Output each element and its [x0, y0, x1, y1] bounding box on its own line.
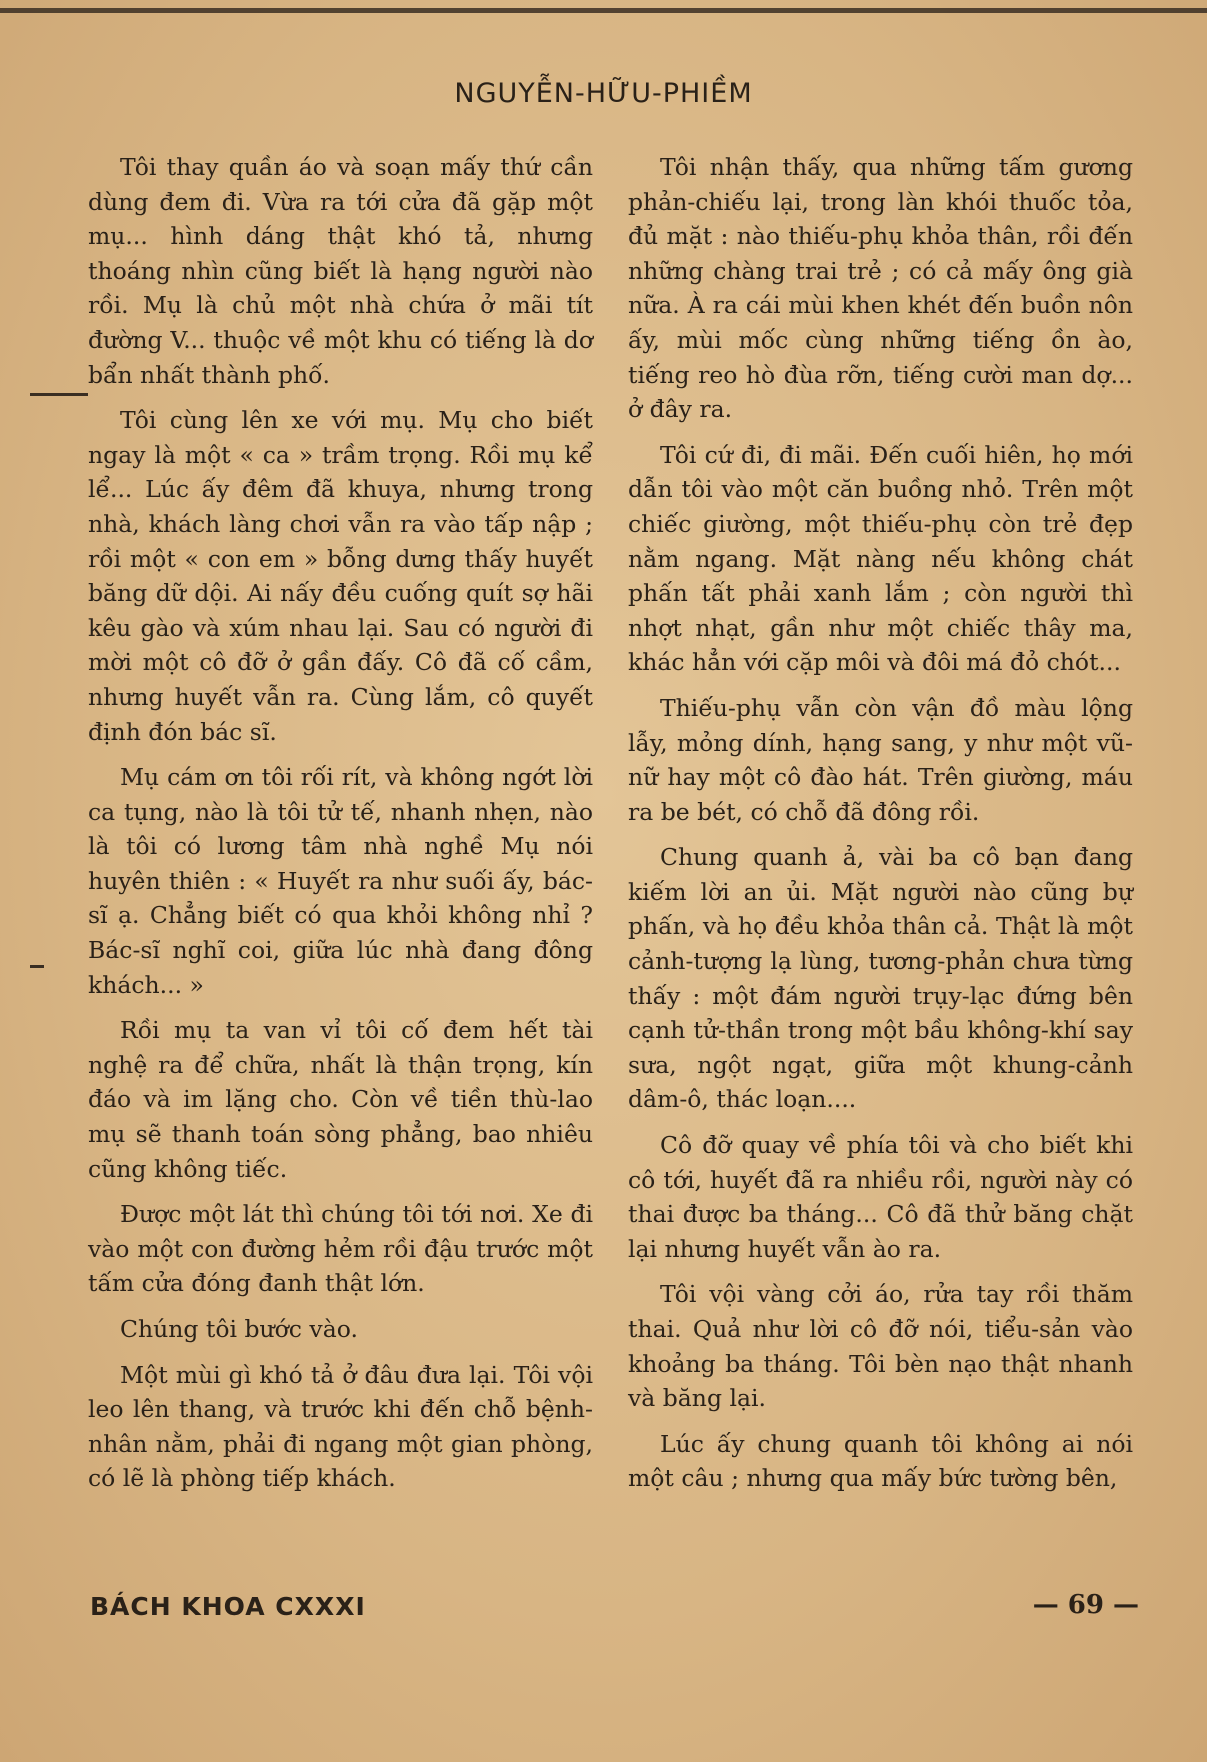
- margin-mark: [30, 393, 88, 396]
- margin-mark: [30, 965, 44, 968]
- paragraph: Tôi vội vàng cởi áo, rửa tay rồi thăm thai. Quả như lời cô đỡ nói, tiểu-sản vào khoảng ba tháng. Tôi bèn nạo thật nhanh và băng lại.: [628, 1280, 1133, 1413]
- paragraph: Tôi nhận thấy, qua những tấm gương phản-chiếu lại, trong làn khói thuốc tỏa, đủ mặt : nào thiếu-phụ khỏa thân, rồi đến những chàng trai trẻ ; có cả mấy ông già nữa. À ra cái mùi khen khét đến buồn nôn ấy, mùi mốc cùng những tiếng ồn ào, tiếng reo hò đùa rỡn, tiếng cười man dợ... ở đây ra.: [628, 153, 1133, 424]
- paragraph: Được một lát thì chúng tôi tới nơi. Xe đi vào một con đường hẻm rồi đậu trước một tấm cửa đóng đanh thật lớn.: [88, 1200, 593, 1298]
- right-column: [628, 150, 1133, 1507]
- page-header-author: NGUYỄN-HỮU-PHIỀM: [454, 78, 753, 109]
- paragraph: Lúc ấy chung quanh tôi không ai nói một câu ; nhưng qua mấy bức tường bên,: [628, 1429, 1133, 1493]
- page-number: — 69 —: [1032, 1590, 1139, 1620]
- paragraph: Một mùi gì khó tả ở đâu đưa lại. Tôi vội leo lên thang, và trước khi đến chỗ bệnh-nhân nằm, phải đi ngang một gian phòng, có lẽ là phòng tiếp khách.: [88, 1360, 593, 1493]
- paragraph: Rồi mụ ta van vỉ tôi cố đem hết tài nghệ ra để chữa, nhất là thận trọng, kín đáo và im lặng cho. Còn về tiền thù-lao mụ sẽ thanh toán sòng phẳng, bao nhiêu cũng không tiếc.: [88, 1016, 593, 1183]
- paragraph: Chúng tôi bước vào.: [120, 1315, 358, 1343]
- paragraph: Tôi thay quần áo và soạn mấy thứ cần dùng đem đi. Vừa ra tới cửa đã gặp một mụ... hình dáng thật khó tả, nhưng thoáng nhìn cũng biết là hạng người nào rồi. Mụ là chủ một nhà chứa ở mãi tít đường V... thuộc về một khu có tiếng là dơ bẩn nhất thành phố.: [88, 153, 593, 389]
- left-column: [88, 150, 593, 1507]
- paragraph: Tôi cùng lên xe với mụ. Mụ cho biết ngay là một « ca » trầm trọng. Rồi mụ kể lể... Lúc ấy đêm đã khuya, nhưng trong nhà, khách làng chơi vẫn ra vào tấp nập ; rồi một « con em » bỗng dưng thấy huyết băng dữ dội. Ai nấy đều cuống quít sợ hãi kêu gào và xúm nhau lại. Sau có người đi mời một cô đỡ ở gần đấy. Cô đã cố cầm, nhưng huyết vẫn ra. Cùng lắm, cô quyết định đón bác sĩ.: [88, 406, 593, 746]
- top-rule: [0, 8, 1207, 13]
- paragraph: Tôi cứ đi, đi mãi. Đến cuối hiên, họ mới dẫn tôi vào một căn buồng nhỏ. Trên một chiếc giường, một thiếu-phụ còn trẻ đẹp nằm ngang. Mặt nàng nếu không chát phấn tất phải xanh lắm ; còn người thì nhợt nhạt, gần như một chiếc thây ma, khác hẳn với cặp môi và đôi má đỏ chót...: [628, 440, 1133, 677]
- paragraph: Cô đỡ quay về phía tôi và cho biết khi cô tới, huyết đã ra nhiều rồi, người này có thai được ba tháng... Cô đã thử băng chặt lại nhưng huyết vẫn ào ra.: [628, 1131, 1133, 1263]
- paragraph: Chung quanh ả, vài ba cô bạn đang kiếm lời an ủi. Mặt người nào cũng bự phấn, và họ đều khỏa thân cả. Thật là một cảnh-tượng lạ lùng, tương-phản chưa từng thấy : một đám người trụy-lạc đứng bên cạnh tử-thần trong một bầu không-khí say sưa, ngột ngạt, giữa một khung-cảnh dâm-ô, thác loạn....: [628, 843, 1133, 1114]
- footer-publication: BÁCH KHOA CXXXI: [90, 1592, 366, 1621]
- paragraph: Thiếu-phụ vẫn còn vận đồ màu lộng lẫy, mỏng dính, hạng sang, y như một vũ-nữ hay một cô đào hát. Trên giường, máu ra be bét, có chỗ đã đông rồi.: [628, 693, 1133, 826]
- paragraph: Mụ cám ơn tôi rối rít, và không ngớt lời ca tụng, nào là tôi tử tế, nhanh nhẹn, nào là tôi có lương tâm nhà nghề Mụ nói huyên thiên : « Huyết ra như suối ấy, bác-sĩ ạ. Chẳng biết có qua khỏi không nhỉ ? Bác-sĩ nghĩ coi, giữa lúc nhà đang đông khách... »: [88, 763, 593, 999]
